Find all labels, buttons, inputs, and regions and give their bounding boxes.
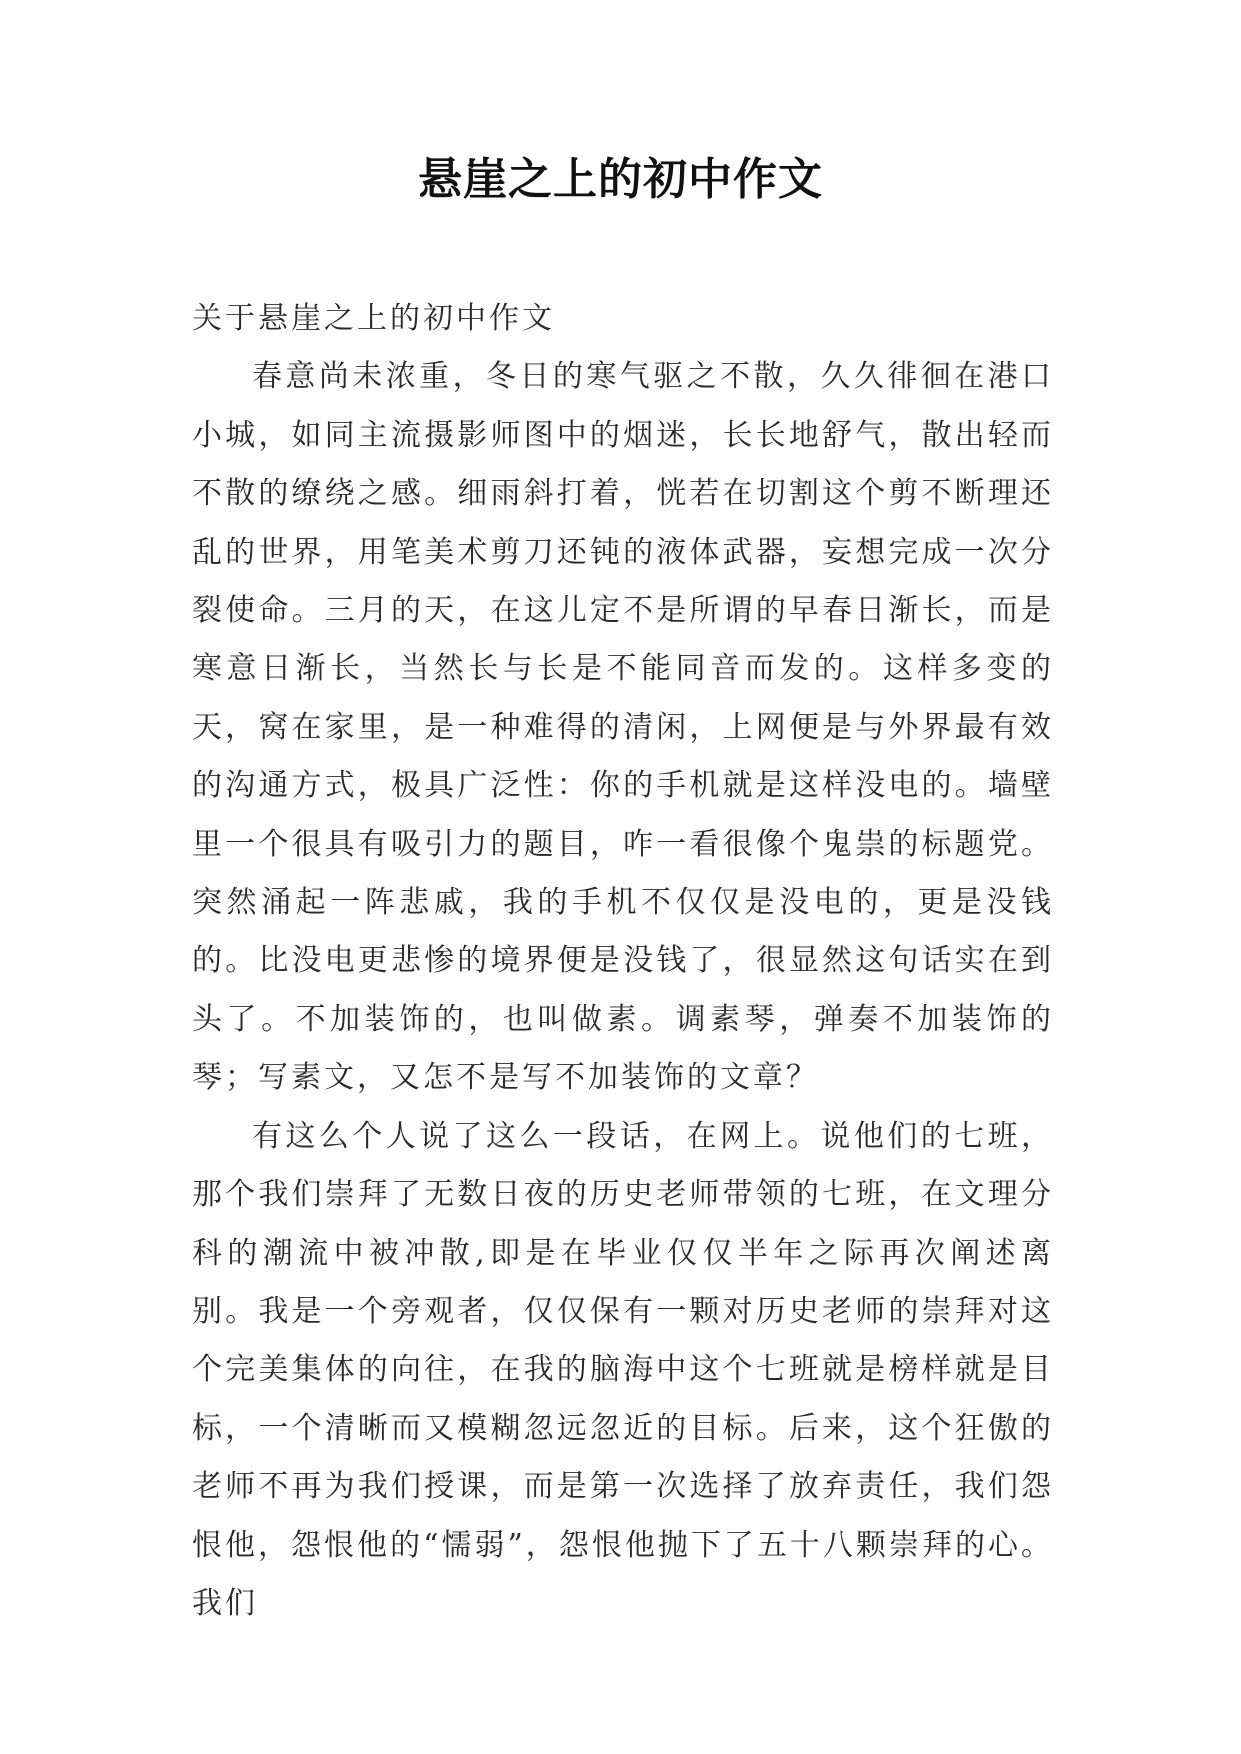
document-body <box>192 290 1054 1633</box>
document-subtitle: 关于悬崖之上的初中作文 <box>192 301 555 336</box>
page-title: 悬崖之上的初中作文 <box>418 154 823 205</box>
paragraph-1: 春意尚未浓重，冬日的寒气驱之不散，久久徘徊在港口小城，如同主流摄影师图中的烟迷，长长地舒气，散出轻而不散的缭绕之感。细雨斜打着，恍若在切割这个剪不断理还乱的世界，用笔美术剪刀还钝的液体武器，妄想完成一次分裂使命。三月的天，在这儿定不是所谓的早春日渐长，而是寒意日渐长，当然长与长是不能同音而发的。这样多变的天，窝在家里，是一种难得的清闲，上网便是与外界最有效的沟通方式，极具广泛性：你的手机就是这样没电的。墙壁里一个很具有吸引力的题目，咋一看很像个鬼祟的标题党。突然涌起一阵悲戚，我的手机不仅仅是没电的，更是没钱的。比没电更悲惨的境界便是没钱了，很显然这句话实在到头了。不加装饰的，也叫做素。调素琴，弹奏不加装饰的琴；写素文，又怎不是写不加装饰的文章？ <box>192 359 1054 1096</box>
paragraph-2: 有这么个人说了这么一段话，在网上。说他们的七班，那个我们崇拜了无数日夜的历史老师带领的七班，在文理分科的潮流中被冲散,即是在毕业仅仅半年之际再次阐述离别。我是一个旁观者，仅仅保有一颗对历史老师的崇拜对这个完美集体的向往，在我的脑海中这个七班就是榜样就是目标，一个清晰而又模糊忽远忽近的目标。后来，这个狂傲的老师不再为我们授课，而是第一次选择了放弃责任，我们怨恨他，怨恨他的“懦弱”，怨恨他抛下了五十八颗崇拜的心。我们 <box>192 1118 1054 1621</box>
